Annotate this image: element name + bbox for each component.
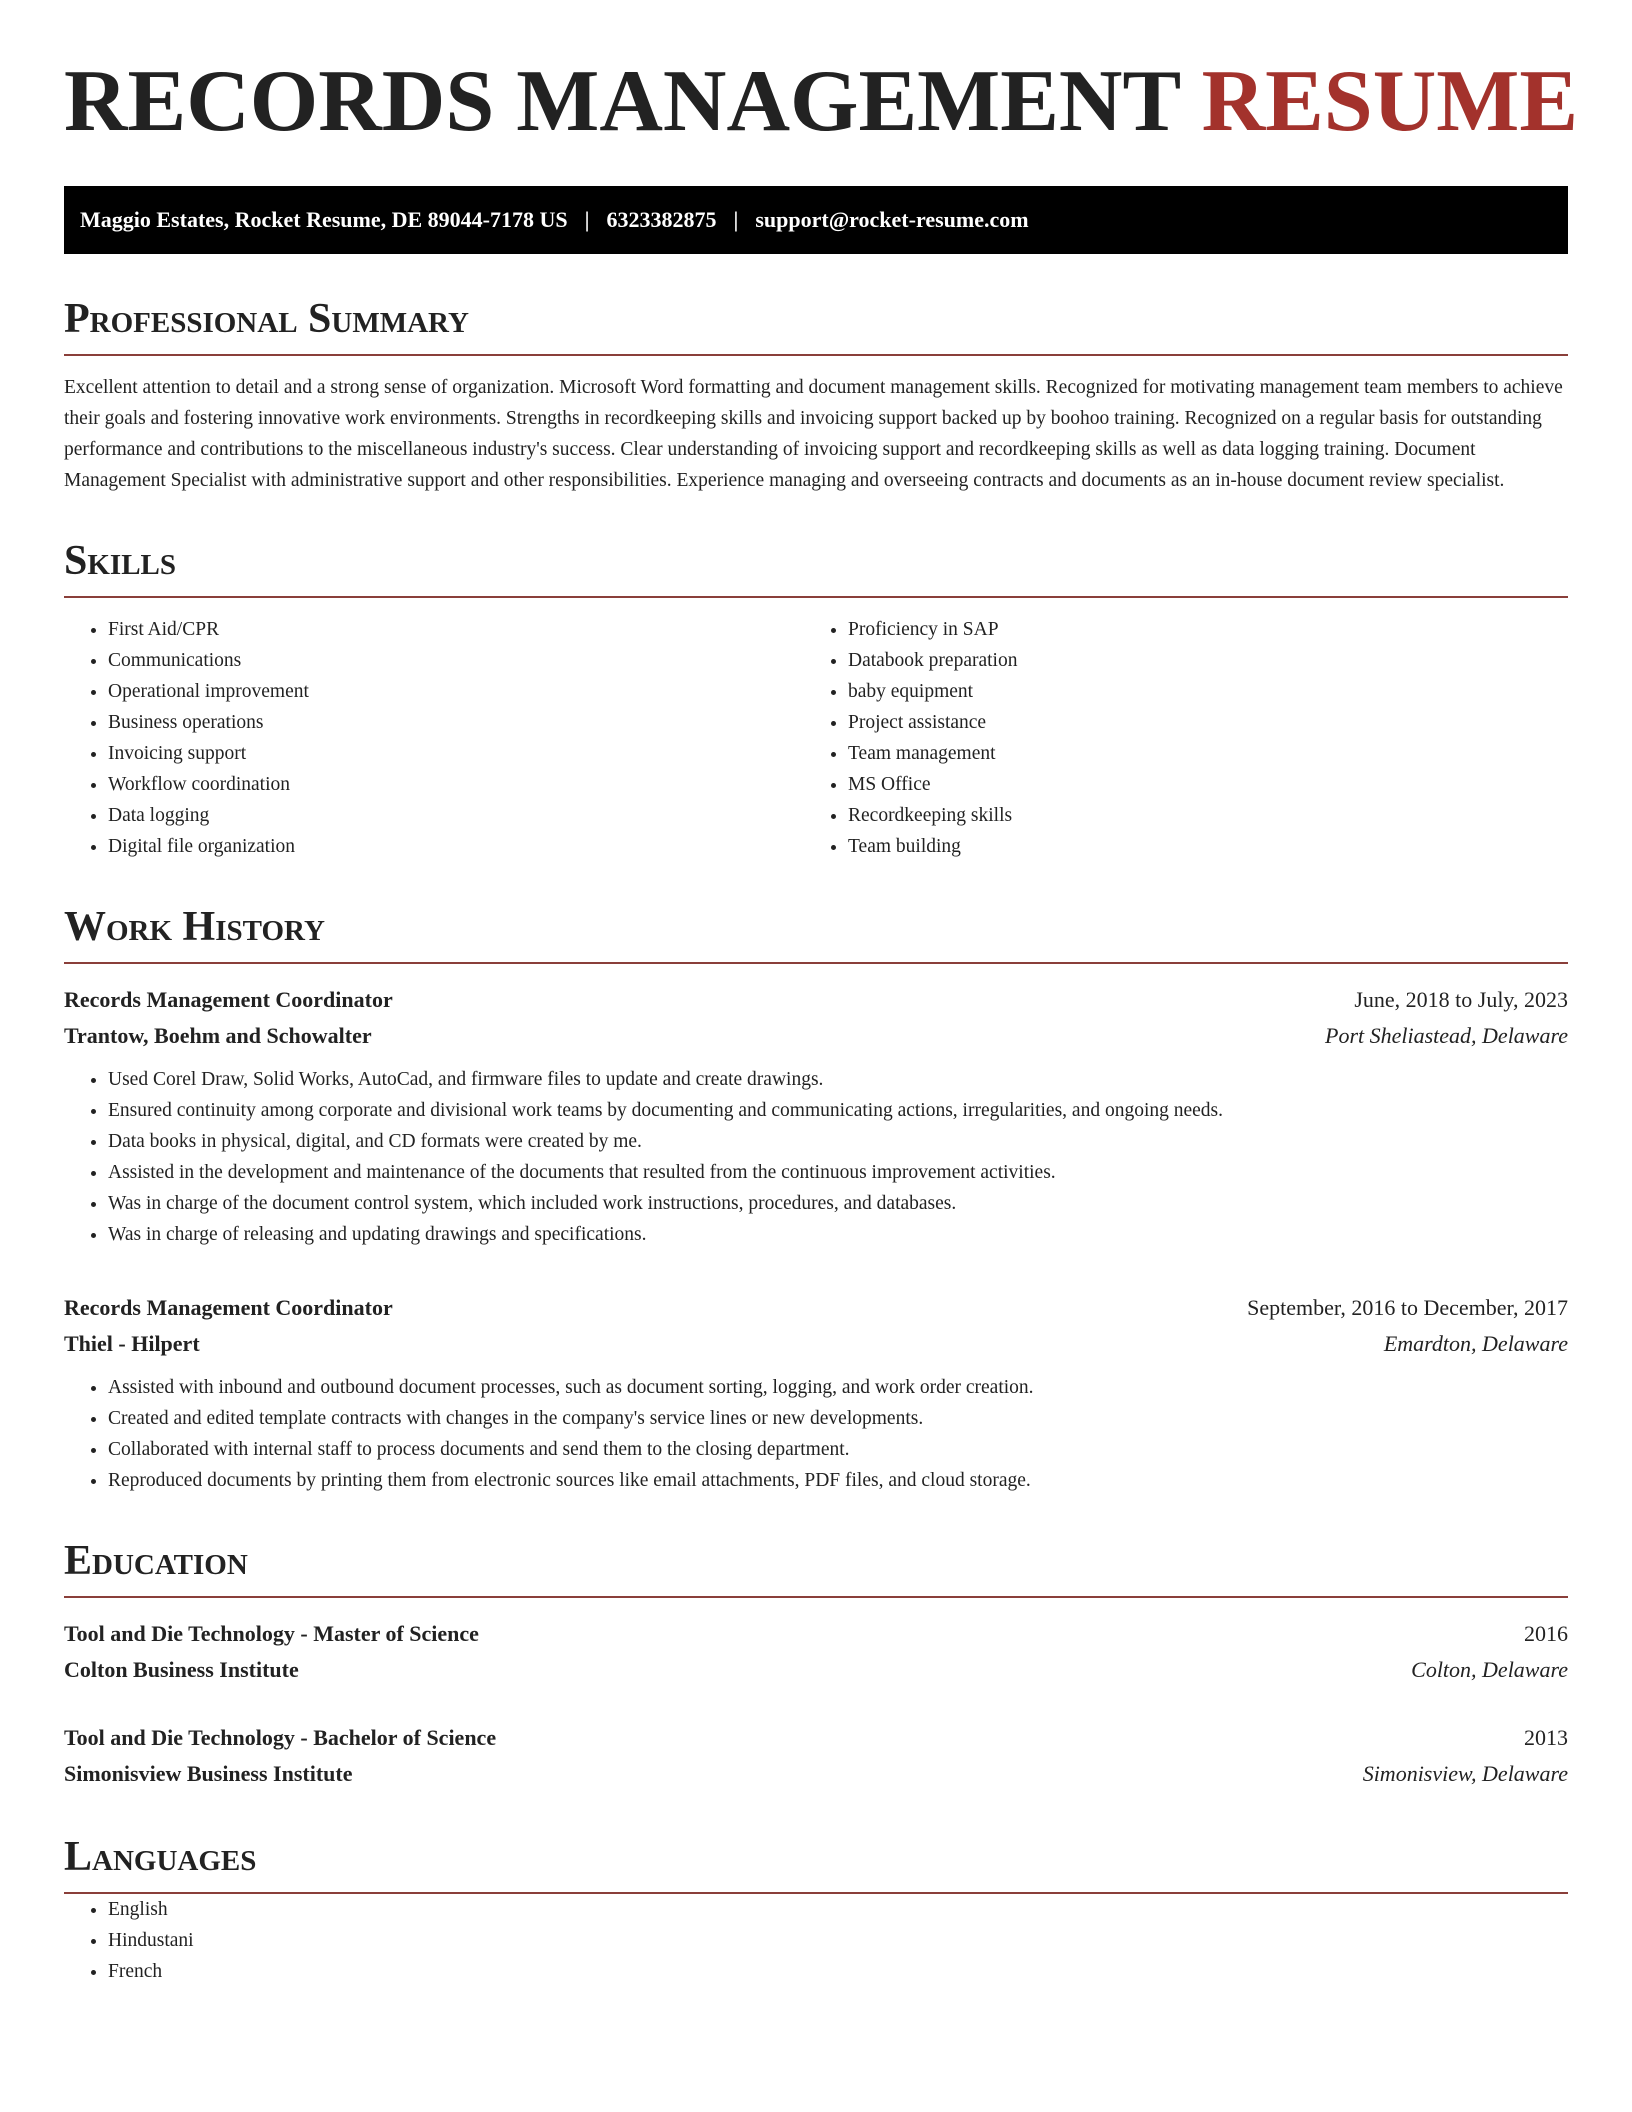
job-company-row — [64, 1326, 1568, 1362]
title-accent: RESUME — [1201, 53, 1579, 150]
education-degree-row — [64, 1616, 1568, 1652]
skills-section — [64, 540, 1568, 862]
summary-section — [64, 298, 1568, 496]
contact-bar — [64, 186, 1568, 254]
job-title: Records Management Coordinator — [64, 987, 393, 1012]
skill-item: • First Aid/CPR — [108, 614, 804, 645]
language-item: • Hindustani — [108, 1925, 1568, 1956]
summary-heading: Professional Summary — [64, 298, 1568, 356]
skills-heading: Skills — [64, 540, 1568, 598]
skills-list-left — [64, 614, 804, 862]
skill-item: • Team management — [848, 738, 1544, 769]
skill-item: • Recordkeeping skills — [848, 800, 1544, 831]
skill-item: • baby equipment — [848, 676, 1544, 707]
education-school-row — [64, 1756, 1568, 1792]
skill-item: • Project assistance — [848, 707, 1544, 738]
language-item: • French — [108, 1956, 1568, 1987]
skills-columns — [64, 614, 1568, 862]
education-school: Simonisview Business Institute — [64, 1761, 353, 1786]
languages-section — [64, 1836, 1568, 1987]
job-bullet: • Data books in physical, digital, and CD formats were created by me. — [108, 1126, 1568, 1157]
education-year: 2016 — [1524, 1621, 1568, 1646]
skill-item: • Team building — [848, 831, 1544, 862]
job-bullet: • Ensured continuity among corporate and divisional work teams by documenting and communicating actions, irregularities, and ongoing needs. — [108, 1095, 1568, 1126]
education-year: 2013 — [1524, 1725, 1568, 1750]
skill-item: • Databook preparation — [848, 645, 1544, 676]
education-entry — [64, 1616, 1568, 1688]
skill-item: • Digital file organization — [108, 831, 804, 862]
contact-separator: | — [584, 207, 590, 232]
language-item: • English — [108, 1894, 1568, 1925]
job-bullets — [64, 1372, 1568, 1496]
education-degree: Tool and Die Technology - Bachelor of Science — [64, 1725, 497, 1750]
job-location: Port Sheliastead, Delaware — [1325, 1023, 1568, 1048]
job-location: Emardton, Delaware — [1383, 1331, 1568, 1356]
resume-title — [64, 53, 1579, 150]
summary-text: Excellent attention to detail and a strong sense of organization. Microsoft Word formatting and document management skills. Recognized for motivating management team members to achieve their goals and fostering innovative work environments. Strengths in recordkeeping skills and invoicing support backed up by boohoo training. Recognized on a regular basis for outstanding performance and contributions to the miscellaneous industry's success. Clear understanding of invoicing support and recordkeeping skills as well as data logging training. Document Management Specialist with administrative support and other responsibilities. Experience managing and overseeing contracts and documents as an in-house document review specialist. — [64, 377, 1563, 491]
job-company-row — [64, 1018, 1568, 1054]
education-entry — [64, 1720, 1568, 1792]
job-bullet: • Collaborated with internal staff to process documents and send them to the closing department. — [108, 1434, 1568, 1465]
contact-address: Maggio Estates, Rocket Resume, DE 89044-7178 US — [80, 207, 568, 232]
skill-item: • Invoicing support — [108, 738, 804, 769]
education-section — [64, 1540, 1568, 1792]
skill-item: • MS Office — [848, 769, 1544, 800]
job-company: Thiel - Hilpert — [64, 1331, 200, 1356]
languages-heading: Languages — [64, 1836, 1568, 1894]
education-school-row — [64, 1652, 1568, 1688]
education-school: Colton Business Institute — [64, 1657, 299, 1682]
education-heading: Education — [64, 1540, 1568, 1598]
work-history-section — [64, 906, 1568, 1496]
job-entry — [64, 982, 1568, 1250]
skill-item: • Business operations — [108, 707, 804, 738]
skill-item: • Data logging — [108, 800, 804, 831]
job-bullets — [64, 1064, 1568, 1250]
job-bullet: • Assisted with inbound and outbound document processes, such as document sorting, logging, and work order creation. — [108, 1372, 1568, 1403]
education-location: Colton, Delaware — [1411, 1657, 1568, 1682]
work-history-heading: Work History — [64, 906, 1568, 964]
skills-list-right — [804, 614, 1544, 862]
skill-item: • Workflow coordination — [108, 769, 804, 800]
job-bullet: • Created and edited template contracts with changes in the company's service lines or new developments. — [108, 1403, 1568, 1434]
skill-item: • Communications — [108, 645, 804, 676]
contact-separator: | — [733, 207, 739, 232]
job-bullet: • Reproduced documents by printing them from electronic sources like email attachments, PDF files, and cloud storage. — [108, 1465, 1568, 1496]
education-degree-row — [64, 1720, 1568, 1756]
education-location: Simonisview, Delaware — [1362, 1761, 1568, 1786]
job-dates: September, 2016 to December, 2017 — [1247, 1295, 1568, 1320]
job-header-row — [64, 1290, 1568, 1326]
job-entry — [64, 1290, 1568, 1496]
job-company: Trantow, Boehm and Schowalter — [64, 1023, 372, 1048]
job-bullet: • Used Corel Draw, Solid Works, AutoCad, and firmware files to update and create drawings. — [108, 1064, 1568, 1095]
job-title: Records Management Coordinator — [64, 1295, 393, 1320]
job-header-row — [64, 982, 1568, 1018]
contact-phone: 6323382875 — [606, 207, 717, 232]
title-main: RECORDS MANAGEMENT — [64, 53, 1180, 150]
job-bullet: • Was in charge of releasing and updating drawings and specifications. — [108, 1219, 1568, 1250]
job-bullet: • Assisted in the development and maintenance of the documents that resulted from the continuous improvement activities. — [108, 1157, 1568, 1188]
job-bullet: • Was in charge of the document control system, which included work instructions, procedures, and databases. — [108, 1188, 1568, 1219]
skill-item: • Proficiency in SAP — [848, 614, 1544, 645]
skill-item: • Operational improvement — [108, 676, 804, 707]
education-degree: Tool and Die Technology - Master of Science — [64, 1621, 479, 1646]
contact-email: support@rocket-resume.com — [755, 207, 1029, 232]
languages-list — [64, 1894, 1568, 1987]
job-dates: June, 2018 to July, 2023 — [1354, 987, 1568, 1012]
